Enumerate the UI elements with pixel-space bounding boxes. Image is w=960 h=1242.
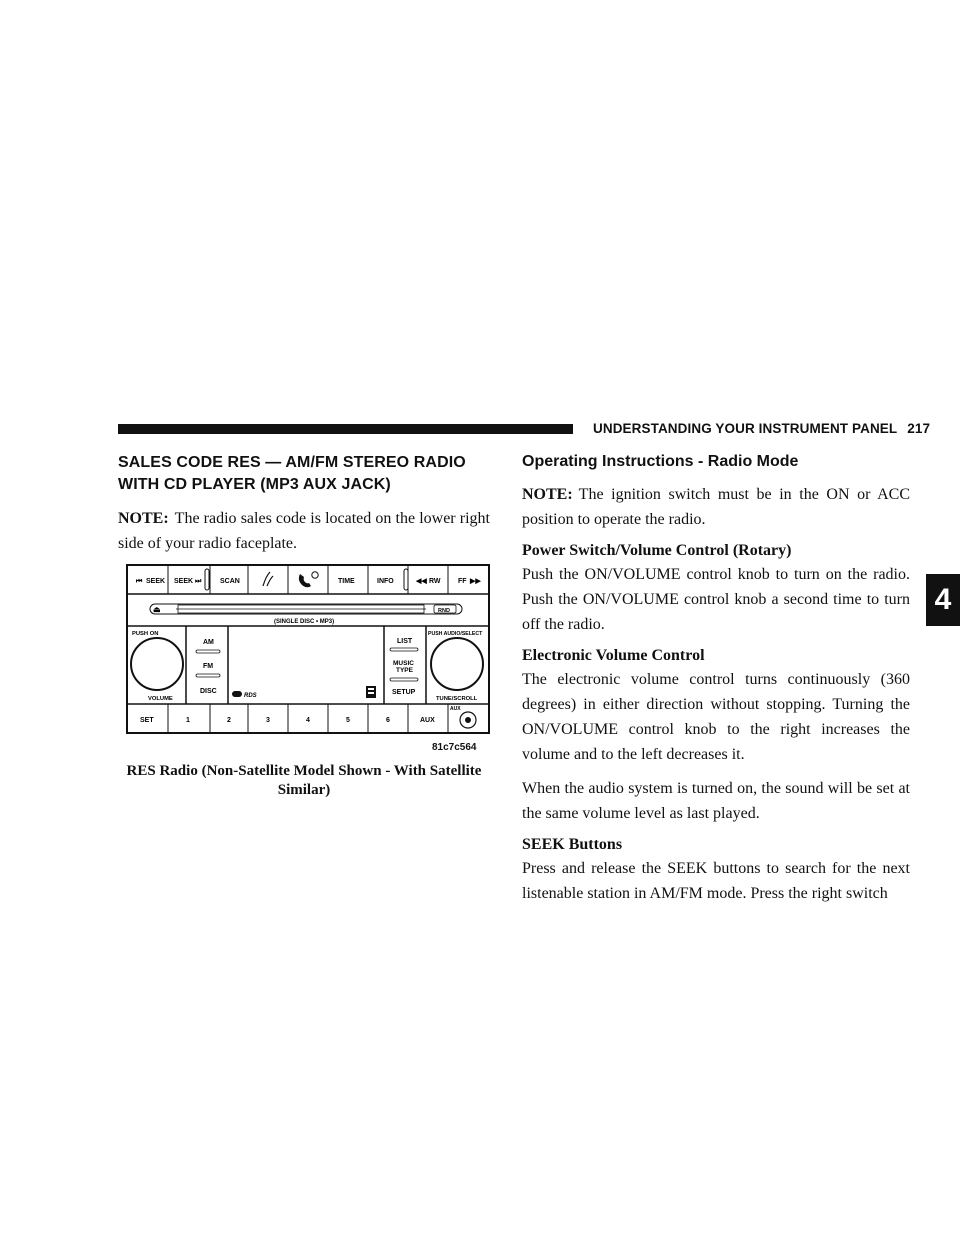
preset-6-button[interactable]: 6 bbox=[386, 717, 390, 724]
section-title-line1: SALES CODE RES — AM/FM STEREO RADIO bbox=[118, 454, 466, 471]
right-column bbox=[522, 452, 910, 906]
eject-icon[interactable]: ⏏ bbox=[153, 605, 161, 614]
operating-instructions-heading: Operating Instructions - Radio Mode bbox=[522, 453, 799, 470]
left-column bbox=[118, 452, 490, 556]
push-audio-select-label: PUSH AUDIO/SELECT bbox=[428, 631, 483, 637]
svg-text:RDS: RDS bbox=[244, 693, 257, 699]
push-on-label: PUSH ON bbox=[132, 631, 159, 637]
seek-buttons-text: Press and release the SEEK buttons to search for the next listenable station in AM/FM mode. Press the right switch bbox=[522, 860, 910, 902]
tune-scroll-knob[interactable] bbox=[431, 638, 483, 690]
disc-button[interactable]: DISC bbox=[200, 688, 217, 695]
seek-forward-button[interactable]: SEEK bbox=[174, 578, 194, 585]
section-title-line2: WITH CD PLAYER (MP3 AUX JACK) bbox=[118, 476, 391, 493]
electronic-volume-text-2: When the audio system is turned on, the sound will be set at the same volume level as last played. bbox=[522, 780, 910, 822]
seek-back-icon[interactable]: ⏮ bbox=[136, 578, 143, 585]
note-text: The radio sales code is located on the lower right side of your radio faceplate. bbox=[118, 510, 490, 552]
preset-3-button[interactable]: 3 bbox=[266, 717, 270, 724]
music-type-button-line2[interactable]: TYPE bbox=[396, 667, 413, 674]
info-button[interactable]: INFO bbox=[377, 578, 394, 585]
fm-button[interactable]: FM bbox=[203, 663, 214, 670]
rnd-button[interactable]: RND bbox=[438, 608, 450, 614]
setup-button[interactable]: SETUP bbox=[392, 689, 416, 696]
fast-forward-icon[interactable]: ▶▶ bbox=[470, 578, 481, 585]
set-button[interactable]: SET bbox=[140, 717, 154, 724]
music-type-button-line1[interactable]: MUSIC bbox=[393, 660, 414, 667]
volume-label: VOLUME bbox=[148, 696, 173, 702]
page-number: 217 bbox=[907, 421, 931, 436]
seek-buttons-heading: SEEK Buttons bbox=[522, 836, 623, 853]
fast-forward-button[interactable]: FF bbox=[458, 578, 467, 585]
preset-5-button[interactable]: 5 bbox=[346, 717, 350, 724]
figure-caption: RES Radio (Non-Satellite Model Shown - With Satellite Similar) bbox=[126, 763, 482, 798]
seek-forward-icon[interactable]: ⏭ bbox=[195, 578, 202, 585]
note-paragraph-right bbox=[522, 482, 910, 532]
preset-1-button[interactable]: 1 bbox=[186, 717, 190, 724]
rewind-icon[interactable]: ◀◀ bbox=[416, 578, 427, 585]
note-label: NOTE: bbox=[118, 510, 169, 527]
preset-2-button[interactable]: 2 bbox=[227, 717, 231, 724]
note-text-right: The ignition switch must be in the ON or ACC position to operate the radio. bbox=[522, 486, 910, 528]
note-paragraph bbox=[118, 506, 490, 556]
time-button[interactable]: TIME bbox=[338, 578, 355, 585]
electronic-volume-text: The electronic volume control turns continuously (360 degrees) in either direction without stopping. Turning the ON/VOLUME control knob to the right increases the volume and to the left decreases it. bbox=[522, 671, 910, 763]
section-title bbox=[118, 452, 490, 496]
rewind-button[interactable]: RW bbox=[429, 578, 441, 585]
chapter-tab[interactable]: 4 bbox=[926, 574, 960, 626]
seek-back-button[interactable]: SEEK bbox=[146, 578, 166, 585]
aux-jack-label: AUX bbox=[450, 706, 461, 712]
figure-code: 81c7c564 bbox=[432, 742, 477, 753]
preset-4-button[interactable]: 4 bbox=[306, 717, 310, 724]
electronic-volume-heading: Electronic Volume Control bbox=[522, 647, 705, 664]
disc-type-label: (SINGLE DISC • MP3) bbox=[274, 619, 335, 625]
volume-knob[interactable] bbox=[131, 638, 183, 690]
scan-button[interactable]: SCAN bbox=[220, 578, 240, 585]
radio-faceplate-figure bbox=[126, 564, 490, 734]
running-header bbox=[593, 421, 930, 436]
header-rule bbox=[118, 424, 573, 434]
tune-scroll-label: TUNE/SCROLL bbox=[436, 696, 478, 702]
power-switch-heading: Power Switch/Volume Control (Rotary) bbox=[522, 542, 792, 559]
aux-button[interactable]: AUX bbox=[420, 717, 435, 724]
power-switch-text: Push the ON/VOLUME control knob to turn on the radio. Push the ON/VOLUME control knob a second time to turn off the radio. bbox=[522, 566, 910, 633]
list-button[interactable]: LIST bbox=[397, 638, 413, 645]
header-title: UNDERSTANDING YOUR INSTRUMENT PANEL bbox=[593, 421, 898, 436]
compact-disc-logo-icon bbox=[366, 686, 376, 698]
note-label-right: NOTE: bbox=[522, 486, 573, 503]
am-button[interactable]: AM bbox=[203, 639, 214, 646]
